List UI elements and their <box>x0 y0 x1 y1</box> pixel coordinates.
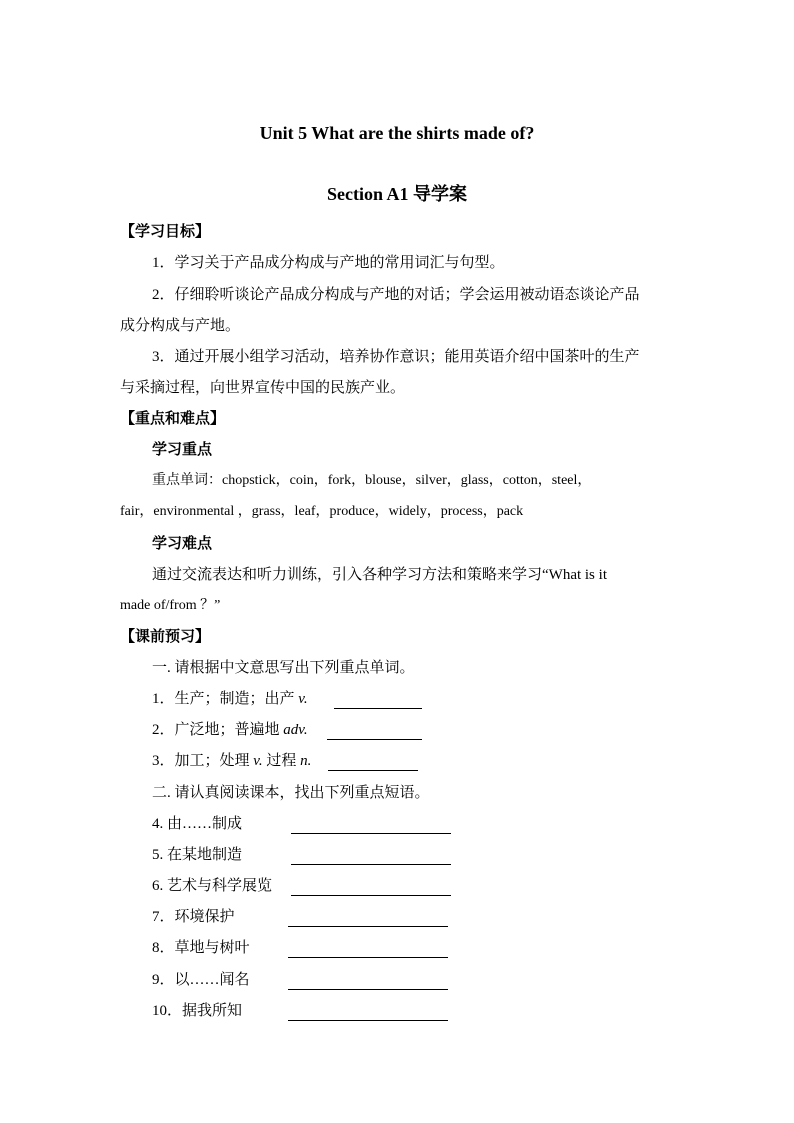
answer-blank-2[interactable] <box>327 723 422 740</box>
phrase-blank[interactable] <box>291 879 451 896</box>
objective-item: 2．仔细聆听谈论产品成分构成与产地的对话；学会运用被动语态谈论产品 <box>152 287 640 303</box>
objective-item: 3．通过开展小组学习活动，培养协作意识；能用英语介绍中国茶叶的生产 <box>152 349 640 365</box>
phrase-item: 5. 在某地制造 <box>152 847 243 863</box>
word-item-1 <box>152 689 308 709</box>
item-number: 1． <box>152 691 175 707</box>
phrase-blank[interactable] <box>288 941 448 958</box>
objective-item: 与采摘过程，向世界宣传中国的民族产业。 <box>120 380 406 396</box>
word-item-3 <box>152 751 311 771</box>
objectives-heading: 【学习目标】 <box>120 224 211 240</box>
phrase-item: 9．以……闻名 <box>152 972 250 988</box>
item-text: 广泛地；普遍地 <box>174 722 284 738</box>
part-of-speech: v. <box>253 753 263 769</box>
page-title: Unit 5 What are the shirts made of? <box>259 123 535 143</box>
focus-label: 学习重点 <box>152 442 213 458</box>
phrase-item: 6. 艺术与科学展览 <box>152 878 273 894</box>
phrase-blank[interactable] <box>288 910 448 927</box>
section-subtitle: Section A1 导学案 <box>326 184 467 204</box>
part2-instruction: 二. 请认真阅读课本，找出下列重点短语。 <box>152 785 430 801</box>
difficulty-line: 通过交流表达和听力训练，引入各种学习方法和策略来学习“What is it <box>152 567 607 583</box>
phrase-blank[interactable] <box>288 973 448 990</box>
objective-item: 1．学习关于产品成分构成与产地的常用词汇与句型。 <box>152 255 505 271</box>
phrase-blank[interactable] <box>288 1004 448 1021</box>
item-text-extra: 过程 <box>262 753 301 769</box>
answer-blank-3[interactable] <box>328 754 418 771</box>
phrase-item: 7．环境保护 <box>152 909 235 925</box>
item-number: 3． <box>152 753 175 769</box>
phrase-blank[interactable] <box>291 817 451 834</box>
preview-heading: 【课前预习】 <box>120 629 211 645</box>
phrase-item: 10．据我所知 <box>152 1003 243 1019</box>
part-of-speech: adv. <box>283 722 308 738</box>
difficulty-line: made of/from ？” <box>120 598 221 613</box>
difficulty-label: 学习难点 <box>152 536 213 552</box>
item-text: 生产；制造；出产 <box>174 691 299 707</box>
keypoints-heading: 【重点和难点】 <box>120 411 226 427</box>
item-number: 2． <box>152 722 175 738</box>
answer-blank-1[interactable] <box>334 692 422 709</box>
focus-words-line: fair，environmental ，grass，leaf，produce，widely，process，pack <box>120 504 524 519</box>
part-of-speech: n. <box>300 753 312 769</box>
item-text: 加工；处理 <box>174 753 254 769</box>
phrase-item: 8．草地与树叶 <box>152 940 250 956</box>
part1-instruction: 一. 请根据中文意思写出下列重点单词。 <box>152 660 415 676</box>
focus-words-line: 重点单词：chopstick，coin，fork，blouse，silver，glass，cotton，steel， <box>152 473 592 488</box>
phrase-item: 4. 由……制成 <box>152 816 243 832</box>
objective-item: 成分构成与产地。 <box>120 318 241 334</box>
word-item-2 <box>152 720 308 740</box>
phrase-blank[interactable] <box>291 848 451 865</box>
part-of-speech: v. <box>298 691 308 707</box>
